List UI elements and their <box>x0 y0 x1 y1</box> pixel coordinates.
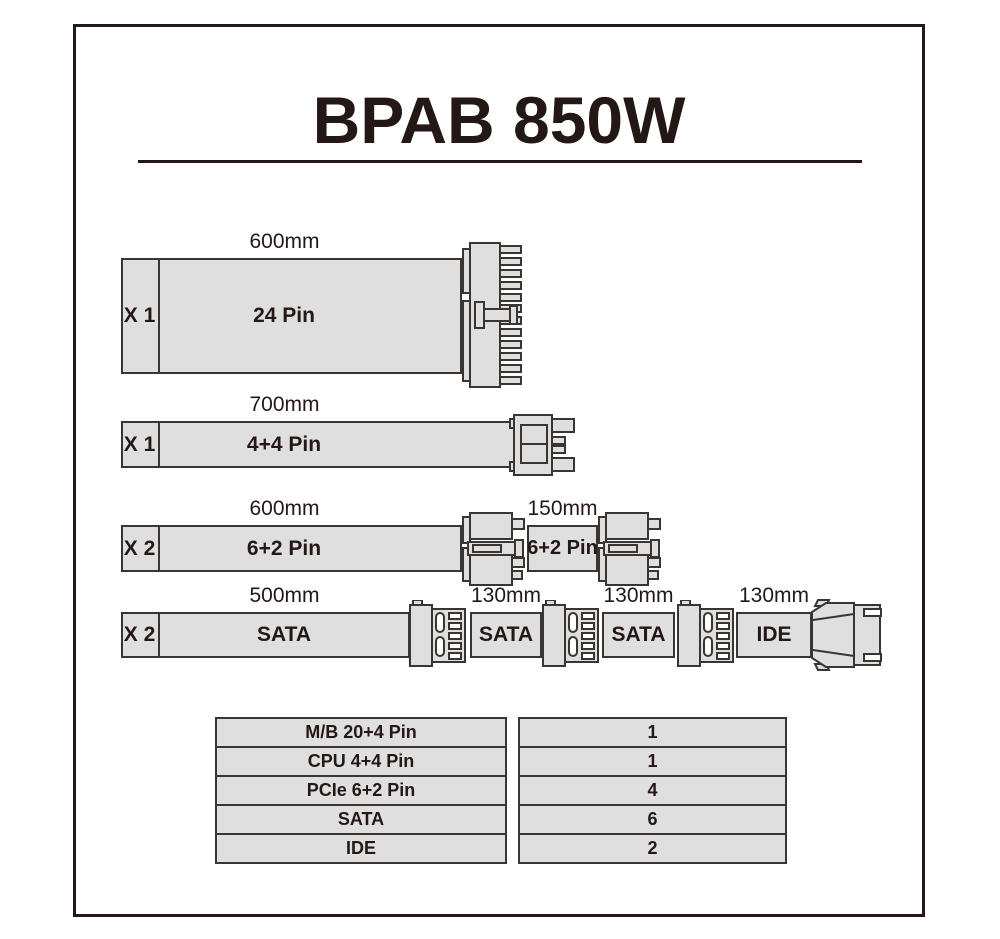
spec-label-cell: IDE <box>215 833 507 864</box>
sata-connector-icon <box>542 600 600 670</box>
page-title: BPAB 850W <box>312 83 686 157</box>
spec-label-cell: SATA <box>215 804 507 835</box>
spec-label-cell: PCIe 6+2 Pin <box>215 775 507 806</box>
spec-table-quantities <box>518 717 787 864</box>
length-label: 130mm <box>603 584 674 607</box>
molex-ide-connector-icon <box>810 598 882 672</box>
sata-connector-icon <box>409 600 467 670</box>
spec-qty-cell: 4 <box>518 775 787 806</box>
length-label: 600mm <box>249 230 320 253</box>
cable-label: 4+4 Pin <box>246 432 322 456</box>
sata-connector-icon <box>677 600 735 670</box>
spec-qty-cell: 2 <box>518 833 787 864</box>
qty-badge: X 1 <box>123 432 156 456</box>
cable-label: SATA <box>478 623 534 646</box>
length-label: 500mm <box>249 584 320 607</box>
cable-label: 6+2 Pin <box>246 536 322 560</box>
qty-badge: X 2 <box>123 623 156 646</box>
length-label: 130mm <box>738 584 810 607</box>
qty-badge: X 1 <box>123 304 156 327</box>
qty-badge: X 2 <box>123 536 156 560</box>
spec-qty-cell: 6 <box>518 804 787 835</box>
cable-label: IDE <box>756 623 792 646</box>
spec-label-cell: M/B 20+4 Pin <box>215 717 507 748</box>
spec-label-cell: CPU 4+4 Pin <box>215 746 507 777</box>
pcie-6plus2-connector-icon <box>461 512 527 586</box>
spec-table-labels <box>215 717 507 864</box>
atx-24pin-connector-icon <box>458 241 524 389</box>
pcie-6plus2-connector-icon <box>597 512 663 586</box>
spec-qty-cell: 1 <box>518 746 787 777</box>
length-label: 600mm <box>249 497 320 520</box>
length-label: 700mm <box>249 393 320 416</box>
length-label: 150mm <box>527 497 598 520</box>
eps-4plus4-connector-icon <box>508 412 578 478</box>
title-underline <box>138 160 862 163</box>
cable-label: SATA <box>611 623 666 646</box>
length-label: 130mm <box>470 584 542 607</box>
cable-label: 6+2 Pin <box>527 537 598 559</box>
cable-label: 24 Pin <box>253 304 315 327</box>
cable-label: SATA <box>256 623 312 646</box>
spec-qty-cell: 1 <box>518 717 787 748</box>
